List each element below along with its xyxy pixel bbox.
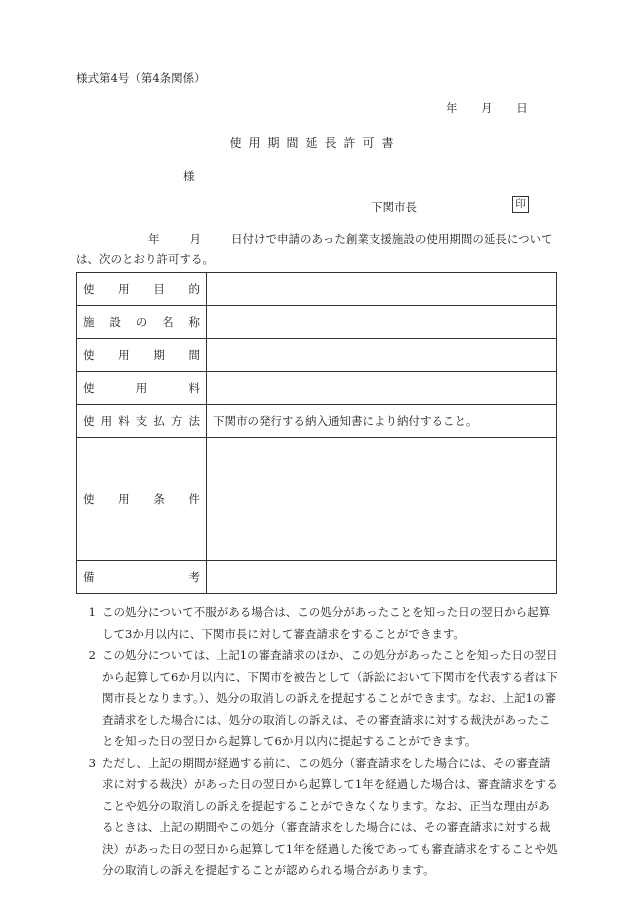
label-char: 支 bbox=[135, 414, 148, 428]
note-text: ただし、上記の期間が経過する前に、この処分（審査請求をした場合には、その審査請求に対する裁決）があった日の翌日から起算して1年を経過した場合は、審査請求をすることや処分の取消しの訴えを提起することができなくなります。なお、正当な理由があるときは、上記の期間やこの処分（審査請求をした場合には、その審査請求に対する裁決）があった日の翌日から起算して1年を経過した後であっても審査請求をすることや処分の取消しの訴えを提起することが認められる場合があります。 bbox=[102, 755, 558, 877]
table-row bbox=[77, 372, 557, 405]
row-label-text bbox=[83, 413, 200, 429]
form-number: 様式第4号（第4条関係） bbox=[76, 71, 206, 85]
note-text: この処分について不服がある場合は、この処分があったことを知った日の翌日から起算して3か月以内に、下関市長に対して審査請求をすることができます。 bbox=[102, 605, 551, 641]
label-char: 用 bbox=[118, 492, 130, 506]
label-char: 期 bbox=[153, 348, 165, 362]
row-value bbox=[207, 339, 557, 372]
intro-text: 日付けで申請のあった創業支援施設の使用期間の延長については、次のとおり許可する。 bbox=[76, 232, 553, 266]
seal-mark: 印 bbox=[512, 196, 529, 213]
label-char: 設 bbox=[109, 315, 121, 329]
intro-month: 月 bbox=[189, 232, 201, 246]
row-label bbox=[77, 438, 207, 561]
row-label-text bbox=[83, 281, 200, 297]
label-char: 使 bbox=[83, 414, 95, 428]
label-char: 用 bbox=[118, 282, 130, 296]
label-char: 条 bbox=[153, 492, 165, 506]
label-char: 備 bbox=[83, 570, 95, 584]
label-char: 施 bbox=[83, 315, 95, 329]
note-number: 3 bbox=[88, 755, 96, 770]
table-row bbox=[77, 561, 557, 594]
label-char: 用 bbox=[118, 348, 130, 362]
intro-year: 年 bbox=[148, 232, 160, 246]
label-char: 払 bbox=[153, 414, 165, 428]
table-row bbox=[77, 438, 557, 561]
table-row bbox=[77, 339, 557, 372]
label-char: 使 bbox=[83, 348, 95, 362]
label-char: 名 bbox=[162, 315, 174, 329]
row-value bbox=[207, 561, 557, 594]
row-label-text bbox=[83, 380, 200, 396]
row-value bbox=[207, 372, 557, 405]
label-char: 使 bbox=[83, 492, 95, 506]
label-char: 件 bbox=[188, 492, 200, 506]
row-value bbox=[207, 438, 557, 561]
note-text: この処分については、上記1の審査請求のほか、この処分があったことを知った日の翌日から起算して6か月以内に、下関市を被告として（訴訟において下関市を代表する者は下関市長となります。）、処分の取消しの訴えを提起することができます。なお、上記1の審査請求をした場合には、処分の取消しの訴えは、その審査請求に対する裁決があったことを知った日の翌日から起算して6か月以内に提起することができます。 bbox=[102, 648, 558, 748]
label-char: 考 bbox=[188, 570, 200, 584]
label-char: 称 bbox=[188, 315, 200, 329]
row-label bbox=[77, 372, 207, 405]
issuer-name: 下関市長 bbox=[371, 200, 417, 214]
row-value bbox=[207, 273, 557, 306]
label-char: 使 bbox=[83, 282, 95, 296]
row-label-text bbox=[83, 491, 200, 507]
label-char: 法 bbox=[188, 414, 200, 428]
row-label bbox=[77, 339, 207, 372]
appeal-notes bbox=[76, 602, 560, 882]
label-char: 使 bbox=[83, 381, 95, 395]
label-char: 用 bbox=[135, 381, 148, 395]
note-item bbox=[76, 753, 560, 882]
label-char: 料 bbox=[188, 381, 200, 395]
label-char: 間 bbox=[188, 348, 200, 362]
intro-paragraph bbox=[76, 229, 556, 269]
row-label-text bbox=[83, 569, 200, 585]
row-label-text bbox=[83, 314, 200, 330]
row-label-text bbox=[83, 347, 200, 363]
date-line: 年 月 日 bbox=[446, 101, 528, 115]
table-row bbox=[77, 273, 557, 306]
addressee-honorific: 様 bbox=[183, 169, 195, 183]
row-label bbox=[77, 273, 207, 306]
row-value bbox=[207, 306, 557, 339]
label-char: の bbox=[135, 315, 148, 329]
row-label bbox=[77, 306, 207, 339]
label-char: 用 bbox=[100, 414, 113, 428]
table-row bbox=[77, 306, 557, 339]
row-value: 下関市の発行する納入通知書により納付すること。 bbox=[207, 405, 557, 438]
label-char: 料 bbox=[118, 414, 130, 428]
row-label bbox=[77, 405, 207, 438]
row-label bbox=[77, 561, 207, 594]
permit-details-table bbox=[76, 272, 557, 594]
table-row bbox=[77, 405, 557, 438]
note-number: 1 bbox=[88, 605, 96, 619]
note-number: 2 bbox=[88, 648, 96, 662]
label-char: 方 bbox=[170, 414, 183, 428]
label-char: 的 bbox=[188, 282, 200, 296]
label-char: 目 bbox=[153, 282, 165, 296]
document-title: 使用期間延長許可書 bbox=[229, 136, 401, 150]
note-item bbox=[76, 602, 560, 645]
note-item bbox=[76, 645, 560, 753]
